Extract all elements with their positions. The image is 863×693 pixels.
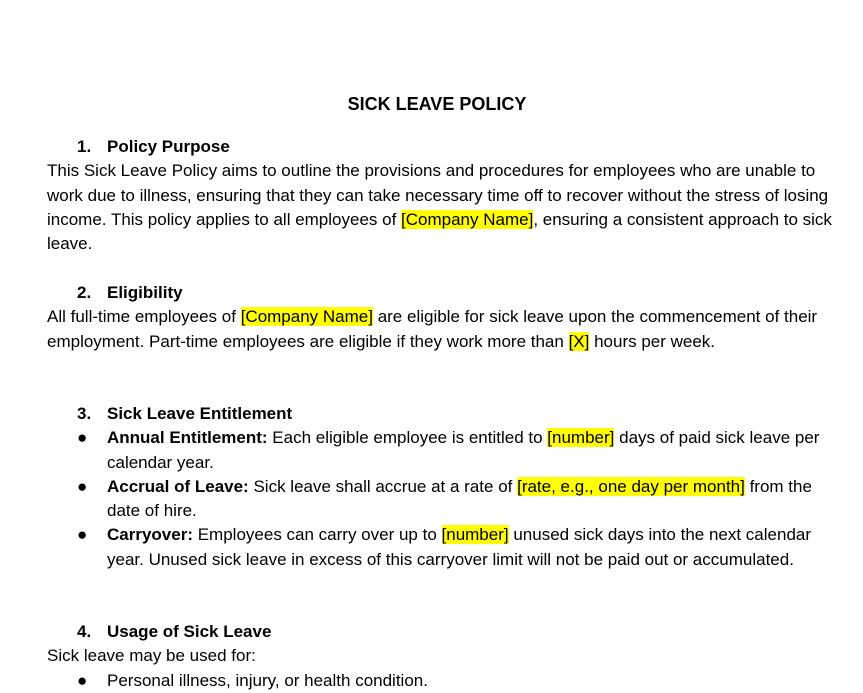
section-title: Sick Leave Entitlement [107,404,293,423]
section-intro: Sick leave may be used for: [47,646,256,666]
section-heading [47,135,837,159]
placeholder-number: [number] [547,428,615,448]
paragraph-text: are eligible for sick leave upon the commencement of their employment. Part-time employees are eligible if they work more than [47,307,818,351]
bullet-icon: ● [77,525,88,545]
bullet-list [47,669,837,693]
paragraph-text: hours per week. [589,331,716,351]
placeholder-company-name: [Company Name] [401,209,534,229]
section-heading [47,402,837,426]
list-item-text: Personal illness, injury, or health condition. [107,670,428,690]
document-title: SICK LEAVE POLICY [347,94,527,114]
section-heading [47,620,837,644]
bullet-icon: ● [77,428,88,448]
section-paragraph [47,159,837,256]
paragraph-text: This Sick Leave Policy aims to outline the provisions and procedures for employees who are unable to work due to illness, ensuring that they can take necessary time off to recover without the stress of losing income. This policy applies to all employees of [47,161,829,229]
placeholder-rate: [rate, e.g., one day per month] [517,476,745,496]
section-number: 3. [77,404,92,423]
section-number: 4. [77,622,92,641]
section-policy-purpose [47,135,837,256]
section-eligibility [47,281,837,354]
section-paragraph [47,305,837,354]
section-title: Eligibility [107,283,183,302]
list-item-text: days of paid sick leave per calendar year. [107,428,820,472]
paragraph-text: , ensuring a consistent approach to sick leave. [47,209,832,254]
section-heading [47,281,837,305]
list-item-text: Each eligible employee is entitled to [267,428,548,448]
bullet-icon: ● [77,476,88,496]
list-item-annual-entitlement [47,426,837,475]
section-title: Policy Purpose [107,137,230,156]
list-item-text: from the date of hire. [107,476,812,521]
section-usage-of-sick-leave [47,620,837,693]
list-item-text: Employees can carry over up to [193,525,442,545]
section-title: Usage of Sick Leave [107,622,272,641]
bullet-list [47,426,837,572]
list-item-text: Sick leave shall accrue at a rate of [248,476,518,496]
list-item-personal-illness [47,669,837,693]
list-item-label: Carryover: [107,525,193,545]
section-number: 2. [77,283,92,302]
paragraph-text: All full-time employees of [47,307,241,327]
bullet-icon: ● [77,670,88,690]
list-item-text: unused sick days into the next calendar year. Unused sick leave in excess of this carryover limit will not be paid out or accumulated. [107,525,812,569]
list-item-accrual-of-leave [47,475,837,524]
list-item-label: Annual Entitlement: [107,428,268,448]
list-item-carryover [47,523,837,572]
placeholder-hours: [X] [568,331,590,351]
section-sick-leave-entitlement [47,402,837,572]
list-item-label: Accrual of Leave: [107,476,249,496]
placeholder-number: [number] [441,525,509,545]
section-number: 1. [77,137,92,156]
placeholder-company-name: [Company Name] [240,307,373,327]
